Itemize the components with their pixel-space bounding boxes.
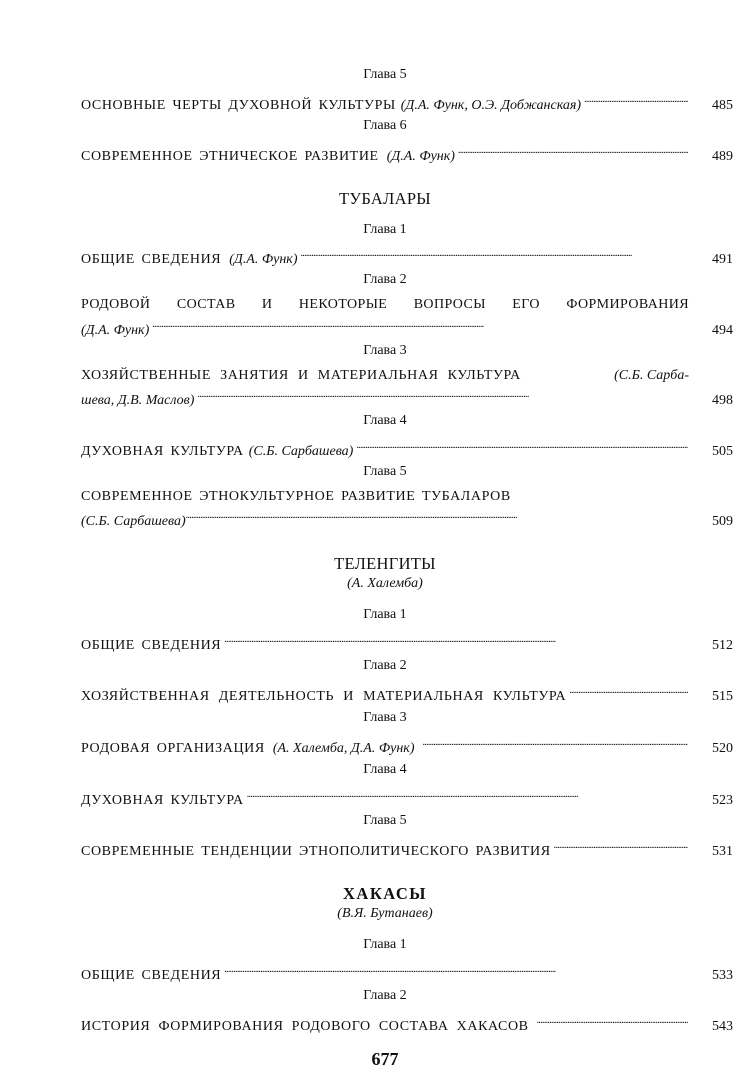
toc-entry-title[interactable]: РОДОВОЙ СОСТАВ И НЕКОТОРЫЕ ВОПРОСЫ ЕГО ФОРМИРОВАНИЯ bbox=[81, 297, 689, 312]
toc-entry-page: 531 bbox=[712, 844, 733, 859]
toc-entry-author: (Д.А. Функ) bbox=[386, 149, 455, 164]
toc-entry-title: ХОЗЯЙСТВЕННАЯ ДЕЯТЕЛЬНОСТЬ И МАТЕРИАЛЬНАЯ КУЛЬТУРА bbox=[81, 689, 567, 704]
dot-leader bbox=[584, 91, 688, 109]
toc-entry-author: (А. Халемба, Д.А. Функ) bbox=[272, 741, 415, 756]
toc-entry-author: (Д.А. Функ, О.Э. Добжанская) bbox=[400, 98, 582, 113]
toc-entry[interactable] bbox=[81, 682, 733, 704]
toc-entry-author: (Д.А. Функ) bbox=[229, 252, 298, 267]
toc-entry-author: (С.Б. Сарба- bbox=[614, 368, 689, 383]
chapter-label: Глава 3 bbox=[363, 710, 407, 725]
toc-entry-page: 509 bbox=[712, 514, 733, 529]
chapter-label: Глава 1 bbox=[363, 607, 407, 622]
toc-entry-page: 520 bbox=[712, 741, 733, 756]
chapter-label: Глава 4 bbox=[363, 762, 407, 777]
chapter-label: Глава 4 bbox=[363, 413, 407, 428]
chapter-label: Глава 3 bbox=[363, 343, 407, 358]
chapter-label: Глава 5 bbox=[363, 67, 407, 82]
dot-leader bbox=[458, 142, 688, 160]
toc-entry-title: ИСТОРИЯ ФОРМИРОВАНИЯ РОДОВОГО СОСТАВА ХАКАСОВ bbox=[81, 1019, 529, 1034]
toc-entry-author: (С.Б. Сарбашева) bbox=[81, 514, 186, 529]
section-author: (А. Халемба) bbox=[347, 576, 423, 591]
toc-entry-title: СОВРЕМЕННОЕ ЭТНИЧЕСКОЕ РАЗВИТИЕ bbox=[81, 149, 379, 164]
chapter-label: Глава 2 bbox=[363, 272, 407, 287]
toc-entry-page: 512 bbox=[712, 638, 733, 653]
toc-entry-title: ОБЩИЕ СВЕДЕНИЯ bbox=[81, 638, 222, 653]
toc-entry[interactable] bbox=[81, 245, 733, 267]
dot-leader bbox=[186, 507, 688, 525]
toc-entry-title-text: ХОЗЯЙСТВЕННЫЕ ЗАНЯТИЯ И МАТЕРИАЛЬНАЯ КУЛЬТУРА bbox=[81, 368, 521, 383]
toc-entry[interactable] bbox=[81, 734, 733, 756]
toc-entry-title: ДУХОВНАЯ КУЛЬТУРА bbox=[81, 444, 244, 459]
toc-entry[interactable] bbox=[81, 837, 733, 859]
toc-entry-page: 515 bbox=[712, 689, 733, 704]
toc-entry-title: ОСНОВНЫЕ ЧЕРТЫ ДУХОВНОЙ КУЛЬТУРЫ bbox=[81, 98, 396, 113]
section-title: ТЕЛЕНГИТЫ bbox=[334, 554, 436, 573]
toc-entry-title: ДУХОВНАЯ КУЛЬТУРА bbox=[81, 793, 244, 808]
toc-entry-page: 485 bbox=[712, 98, 733, 113]
toc-entry-title: ОБЩИЕ СВЕДЕНИЯ bbox=[81, 968, 222, 983]
toc-entry-title[interactable] bbox=[81, 367, 689, 385]
toc-entry[interactable] bbox=[81, 91, 733, 113]
toc-entry-title: ОБЩИЕ СВЕДЕНИЯ bbox=[81, 252, 222, 267]
chapter-label: Глава 5 bbox=[363, 464, 407, 479]
toc-entry[interactable] bbox=[81, 316, 733, 338]
toc-entry-author: (Д.А. Функ) bbox=[81, 323, 150, 338]
toc-entry[interactable] bbox=[81, 786, 733, 808]
dot-leader bbox=[569, 682, 688, 700]
toc-entry-page: 489 bbox=[712, 149, 733, 164]
chapter-label: Глава 1 bbox=[363, 222, 407, 237]
toc-entry-page: 533 bbox=[712, 968, 733, 983]
dot-leader bbox=[224, 961, 688, 979]
dot-leader bbox=[197, 386, 688, 404]
toc-entry[interactable] bbox=[81, 437, 733, 459]
toc-entry-page: 505 bbox=[712, 444, 733, 459]
chapter-label: Глава 2 bbox=[363, 658, 407, 673]
toc-entry[interactable] bbox=[81, 1012, 733, 1034]
toc-entry[interactable] bbox=[81, 386, 733, 408]
toc-entry[interactable] bbox=[81, 142, 733, 164]
toc-entry-title: РОДОВАЯ ОРГАНИЗАЦИЯ bbox=[81, 741, 265, 756]
toc-entry-page: 543 bbox=[712, 1019, 733, 1034]
dot-leader bbox=[537, 1012, 688, 1030]
toc-entry-author: шева, Д.В. Маслов) bbox=[81, 393, 195, 408]
chapter-label: Глава 2 bbox=[363, 988, 407, 1003]
chapter-label: Глава 1 bbox=[363, 937, 407, 952]
toc-entry-title[interactable]: СОВРЕМЕННОЕ ЭТНОКУЛЬТУРНОЕ РАЗВИТИЕ ТУБАЛАРОВ bbox=[81, 489, 511, 504]
toc-entry-page: 494 bbox=[712, 323, 733, 338]
dot-leader bbox=[224, 631, 688, 649]
page-number: 677 bbox=[371, 1049, 399, 1069]
dot-leader bbox=[152, 316, 688, 334]
toc-entry[interactable] bbox=[81, 631, 733, 653]
dot-leader bbox=[356, 437, 688, 455]
section-title: ХАКАСЫ bbox=[342, 884, 427, 903]
chapter-label: Глава 5 bbox=[363, 813, 407, 828]
dot-leader bbox=[554, 837, 688, 855]
toc-entry-page: 523 bbox=[712, 793, 733, 808]
dot-leader bbox=[300, 245, 688, 263]
toc-entry[interactable] bbox=[81, 507, 733, 529]
dot-leader bbox=[247, 786, 688, 804]
toc-entry-page: 498 bbox=[712, 393, 733, 408]
chapter-label: Глава 6 bbox=[363, 118, 407, 133]
toc-entry-author: (С.Б. Сарбашева) bbox=[248, 444, 354, 459]
section-title: ТУБАЛАРЫ bbox=[338, 189, 431, 208]
toc-entry-title: СОВРЕМЕННЫЕ ТЕНДЕНЦИИ ЭТНОПОЛИТИЧЕСКОГО РАЗВИТИЯ bbox=[81, 844, 551, 859]
dot-leader bbox=[422, 734, 688, 752]
toc-entry[interactable] bbox=[81, 961, 733, 983]
toc-entry-page: 491 bbox=[712, 252, 733, 267]
section-author: (В.Я. Бутанаев) bbox=[337, 906, 433, 921]
